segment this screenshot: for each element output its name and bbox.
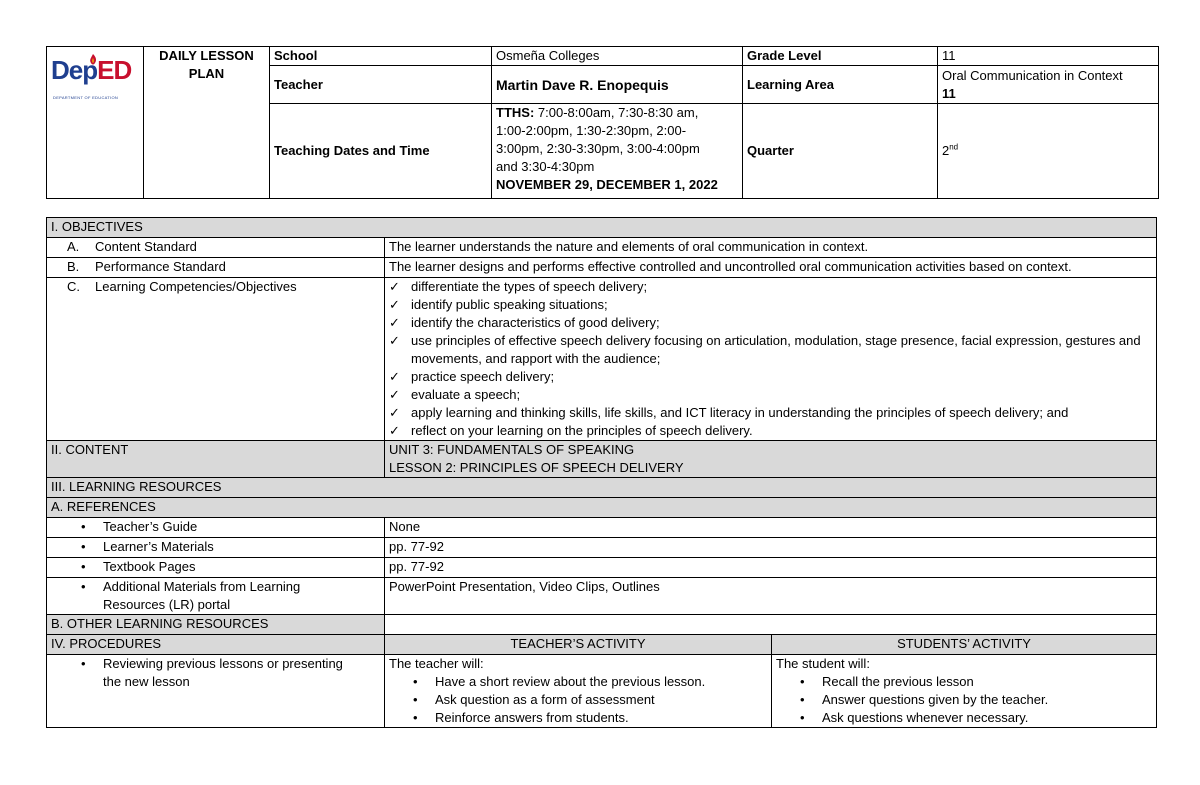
lesson-header-table: [46, 46, 1159, 199]
quarter-suffix: nd: [949, 142, 959, 152]
review-step-line-2: the new lesson: [103, 674, 190, 689]
competency-item: [389, 296, 1152, 314]
school-label: School: [270, 47, 492, 66]
learning-area-value: [938, 66, 1159, 104]
bullet-icon: •: [413, 692, 418, 707]
teacher-activity-cell: [385, 655, 772, 728]
lr-portal-line-1: [51, 578, 380, 596]
title-line-2: PLAN: [188, 66, 225, 81]
teacher-item-text: Reinforce answers from students.: [435, 710, 629, 725]
student-item-text: Answer questions given by the teacher.: [822, 692, 1049, 707]
list-item: [776, 673, 1152, 691]
check-icon: ✓: [389, 405, 400, 420]
list-item: [389, 709, 767, 727]
check-icon: ✓: [389, 315, 400, 330]
grade-level-value: 11: [938, 47, 1159, 66]
deped-logo-text: DepED: [51, 55, 132, 85]
bullet-icon: •: [81, 559, 86, 574]
learners-materials-label: [47, 538, 385, 558]
check-icon: ✓: [389, 369, 400, 384]
lr-portal-value: PowerPoint Presentation, Video Clips, Outlines: [385, 578, 1157, 615]
content-standard-text: Content Standard: [95, 239, 197, 254]
letter-b: B.: [67, 259, 80, 274]
check-icon: ✓: [389, 423, 400, 438]
review-step-line-1: [51, 655, 380, 673]
bullet-icon: •: [413, 674, 418, 689]
competency-item: [389, 314, 1152, 332]
teachers-guide-label: [47, 518, 385, 538]
bullet-icon: •: [81, 656, 86, 671]
teachers-guide-text: Teacher’s Guide: [103, 519, 198, 534]
competency-item: [389, 422, 1152, 440]
textbook-pages-text: Textbook Pages: [103, 559, 196, 574]
unit-title: UNIT 3: FUNDAMENTALS OF SPEAKING: [389, 442, 635, 457]
teacher-intro: The teacher will:: [389, 656, 484, 671]
student-intro: The student will:: [776, 656, 870, 671]
teacher-activity-heading: TEACHER’S ACTIVITY: [385, 635, 772, 655]
competency-item: [389, 368, 1152, 386]
review-step-label: [47, 655, 385, 728]
competency-text: differentiate the types of speech delivery;: [411, 279, 648, 294]
student-item-text: Recall the previous lesson: [822, 674, 974, 689]
competency-item: [389, 386, 1152, 404]
quarter-value: [938, 104, 1159, 199]
quarter-number: 2: [942, 143, 950, 158]
list-item: [776, 709, 1152, 727]
competency-item: [389, 278, 1152, 296]
teaching-dates-value: [492, 104, 743, 199]
lesson-body-table: [46, 217, 1157, 728]
bullet-icon: •: [81, 519, 86, 534]
competency-text: apply learning and thinking skills, life skills, and ICT literacy in understanding the principles of speech delivery; and: [411, 405, 1069, 420]
dates-line-1-text: 7:00-8:00am, 7:30-8:30 am,: [534, 105, 699, 120]
other-resources-heading: B. OTHER LEARNING RESOURCES: [47, 615, 385, 635]
teaching-dates-label: Teaching Dates and Time: [270, 104, 492, 199]
bullet-icon: •: [81, 579, 86, 594]
check-icon: ✓: [389, 279, 400, 294]
textbook-pages-label: [47, 558, 385, 578]
list-item: [389, 691, 767, 709]
lr-portal-text-1: Additional Materials from Learning: [103, 579, 301, 594]
teacher-label: Teacher: [270, 66, 492, 104]
school-value: Osmeña Colleges: [492, 47, 743, 66]
dates-line-1: [496, 104, 738, 122]
lesson-title: LESSON 2: PRINCIPLES OF SPEECH DELIVERY: [389, 460, 684, 475]
quarter-label: Quarter: [743, 104, 938, 199]
list-item: [389, 673, 767, 691]
teacher-value: Martin Dave R. Enopequis: [492, 66, 743, 104]
bullet-icon: •: [413, 710, 418, 725]
learners-materials-value: pp. 77-92: [385, 538, 1157, 558]
list-item: [776, 691, 1152, 709]
competency-text: reflect on your learning on the principles of speech delivery.: [411, 423, 753, 438]
competencies-text: Learning Competencies/Objectives: [95, 279, 297, 294]
learning-resources-heading: III. LEARNING RESOURCES: [47, 478, 1157, 498]
letter-a: A.: [67, 239, 80, 254]
review-step-text-1: Reviewing previous lessons or presenting: [103, 656, 343, 671]
competency-text: evaluate a speech;: [411, 387, 521, 402]
check-icon: ✓: [389, 387, 400, 402]
content-standard-label: [47, 238, 385, 258]
dates-line-4: and 3:30-4:30pm: [496, 159, 595, 174]
bullet-icon: •: [81, 539, 86, 554]
bullet-icon: •: [800, 710, 805, 725]
lr-portal-label: [47, 578, 385, 615]
competency-item: [389, 404, 1152, 422]
daily-lesson-plan-title: [144, 47, 270, 199]
student-activity-heading: STUDENTS’ ACTIVITY: [772, 635, 1157, 655]
lr-portal-line-2: Resources (LR) portal: [103, 597, 231, 612]
deped-logo-subtext: DEPARTMENT OF EDUCATION: [53, 95, 119, 100]
performance-standard-label: [47, 258, 385, 278]
check-icon: ✓: [389, 297, 400, 312]
dates-bold-line: NOVEMBER 29, DECEMBER 1, 2022: [496, 177, 718, 192]
content-heading: II. CONTENT: [47, 441, 385, 478]
references-heading: A. REFERENCES: [47, 498, 1157, 518]
other-resources-value: [385, 615, 1157, 635]
letter-c: C.: [67, 279, 80, 294]
objectives-heading: I. OBJECTIVES: [47, 218, 1157, 238]
dates-line-2: 1:00-2:00pm, 1:30-2:30pm, 2:00-: [496, 123, 687, 138]
teacher-activity-list: [389, 673, 767, 727]
deped-logo: [51, 53, 135, 100]
grade-level-label: Grade Level: [743, 47, 938, 66]
deped-logo-cell: [47, 47, 144, 199]
check-icon: ✓: [389, 333, 400, 348]
learners-materials-text: Learner’s Materials: [103, 539, 214, 554]
title-line-1: DAILY LESSON: [159, 48, 254, 63]
bullet-icon: •: [800, 674, 805, 689]
competency-text: identify public speaking situations;: [411, 297, 608, 312]
textbook-pages-value: pp. 77-92: [385, 558, 1157, 578]
teachers-guide-value: None: [385, 518, 1157, 538]
competency-item: [389, 332, 1152, 368]
bullet-icon: •: [800, 692, 805, 707]
content-standard-value: The learner understands the nature and elements of oral communication in context.: [385, 238, 1157, 258]
performance-standard-value: The learner designs and performs effective controlled and uncontrolled oral communication activities based on context.: [385, 258, 1157, 278]
competency-text: identify the characteristics of good delivery;: [411, 315, 660, 330]
competencies-label: [47, 278, 385, 441]
learning-area-line-1: Oral Communication in Context: [942, 67, 1123, 83]
student-activity-list: [776, 673, 1152, 727]
competencies-list: [385, 278, 1157, 441]
student-activity-cell: [772, 655, 1157, 728]
learning-area-line-2: 11: [942, 85, 956, 101]
teacher-item-text: Have a short review about the previous lesson.: [435, 674, 706, 689]
student-item-text: Ask questions whenever necessary.: [822, 710, 1029, 725]
content-value: [385, 441, 1157, 478]
dates-line-3: 3:00pm, 2:30-3:30pm, 3:00-4:00pm: [496, 141, 700, 156]
teacher-item-text: Ask question as a form of assessment: [435, 692, 655, 707]
competency-text: use principles of effective speech delivery focusing on articulation, modulation, stage presence, facial expression, gestures and movements, and rapport with the audience;: [411, 333, 1141, 366]
learning-area-label: Learning Area: [743, 66, 938, 104]
dates-prefix: TTHS:: [496, 105, 535, 120]
competency-text: practice speech delivery;: [411, 369, 555, 384]
procedures-heading: IV. PROCEDURES: [47, 635, 385, 655]
performance-standard-text: Performance Standard: [95, 259, 226, 274]
